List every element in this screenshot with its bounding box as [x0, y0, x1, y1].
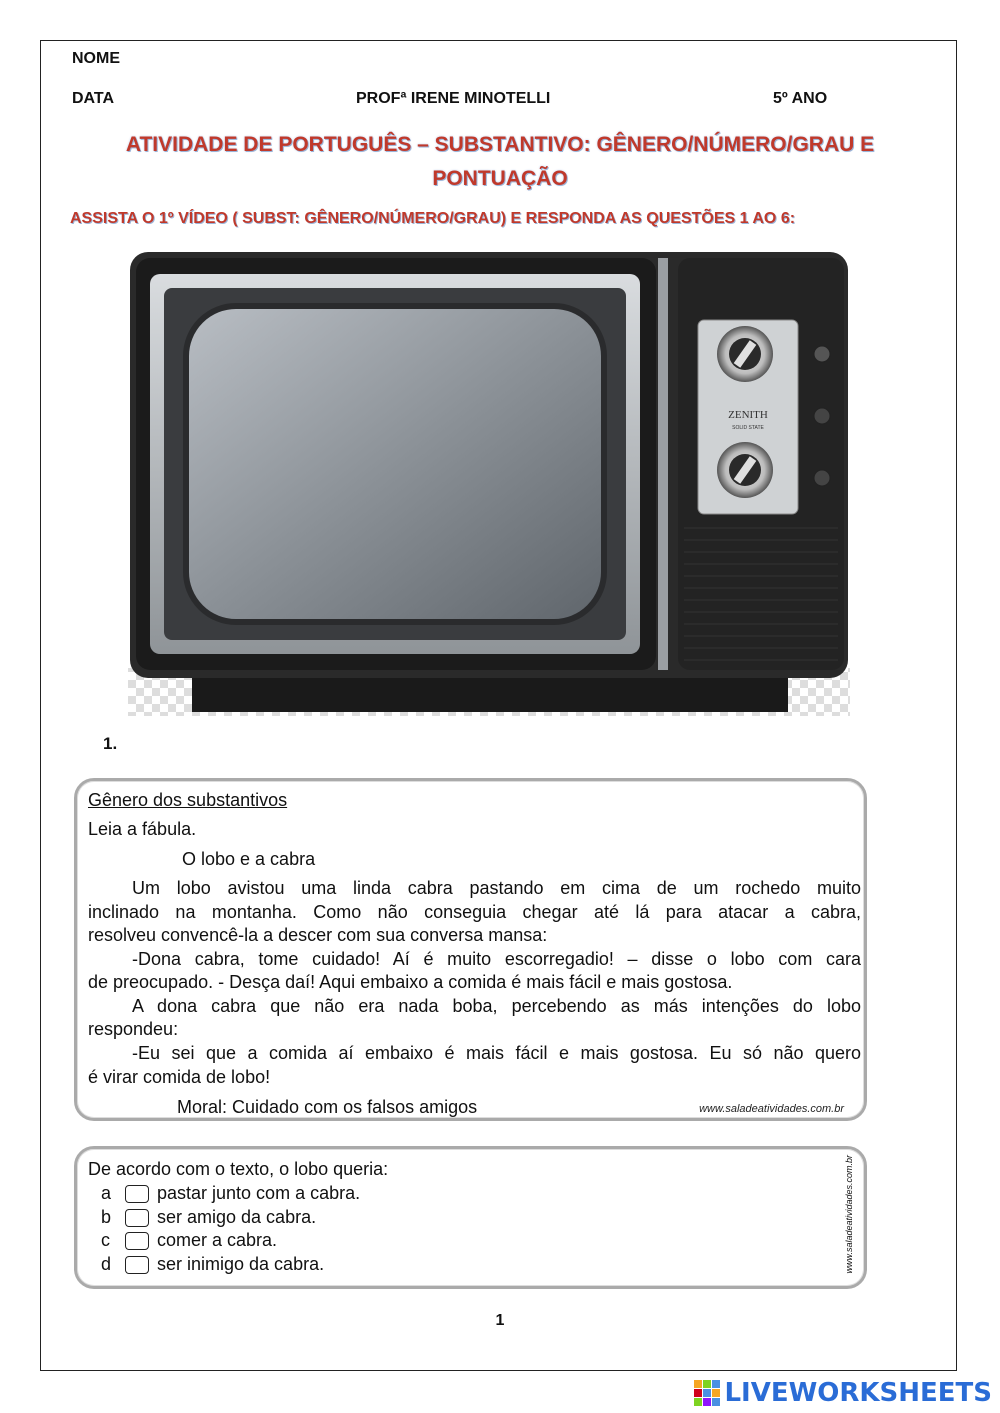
logo-text: LIVEWORKSHEETS [724, 1378, 992, 1408]
quiz-option-d [101, 1254, 324, 1275]
fable-line: respondeu: [88, 1019, 179, 1039]
fable-heading: Gênero dos substantivos [88, 790, 288, 810]
tv-illustration [128, 248, 850, 716]
question-number: 1. [103, 734, 118, 753]
teacher-label: PROFª IRENE MINOTELLI [356, 90, 551, 107]
video-instruction: ASSISTA O 1º VÍDEO ( SUBST: GÊNERO/NÚMERO/GRAU) E RESPONDA AS QUESTÕES 1 AO 6: [70, 210, 796, 227]
option-text: ser inimigo da cabra. [157, 1254, 325, 1274]
fable-title: O lobo e a cabra [182, 849, 316, 869]
liveworksheets-logo [694, 1378, 992, 1408]
fable-line: -Eu sei que a comida aí embaixo é mais fácil e mais gostosa. Eu só não quero [132, 1043, 861, 1063]
option-a-checkbox[interactable] [125, 1185, 149, 1203]
worksheet-title-line1: ATIVIDADE DE PORTUGUÊS – SUBSTANTIVO: GÊNERO/NÚMERO/GRAU E [125, 133, 875, 156]
quiz-option-a [101, 1183, 360, 1204]
fable-line: inclinado na montanha. Como não conseguia chegar até lá para atacar a cabra, [88, 902, 861, 922]
fable-line: Um lobo avistou uma linda cabra pastando em cima de um rochedo muito [132, 878, 861, 898]
fable-line: -Dona cabra, tome cuidado! Aí é muito escorregadio! – disse o lobo com cara [132, 949, 861, 969]
quiz-option-b [101, 1207, 316, 1228]
tv-subbrand: SOLID STATE [732, 425, 764, 431]
fable-line: A dona cabra que não era nada boba, percebendo as más intenções do lobo [132, 996, 861, 1016]
quiz-question: De acordo com o texto, o lobo queria: [88, 1159, 389, 1179]
option-text: pastar junto com a cabra. [157, 1183, 361, 1203]
option-b-checkbox[interactable] [125, 1209, 149, 1227]
fable-line: resolveu convencê-la a descer com sua conversa mansa: [88, 925, 548, 945]
option-c-checkbox[interactable] [125, 1232, 149, 1250]
option-letter: c [101, 1230, 110, 1250]
fable-instruction: Leia a fábula. [88, 819, 197, 839]
fable-moral: Moral: Cuidado com os falsos amigos [177, 1097, 478, 1117]
fable-line: é virar comida de lobo! [88, 1067, 271, 1087]
option-d-checkbox[interactable] [125, 1256, 149, 1274]
option-letter: a [101, 1183, 112, 1203]
option-letter: b [101, 1207, 112, 1227]
tv-brand: ZENITH [728, 409, 768, 421]
fable-box [74, 778, 867, 1121]
worksheet-title-line2: PONTUAÇÃO [432, 167, 568, 190]
fable-line: de preocupado. - Desça daí! Aqui embaixo a comida é mais fácil e mais gostosa. [88, 972, 733, 992]
option-letter: d [101, 1254, 112, 1274]
quiz-box [74, 1146, 867, 1289]
quiz-option-c [101, 1230, 277, 1251]
grade-label: 5º ANO [773, 90, 828, 107]
name-label: NOME [72, 50, 120, 67]
option-text: ser amigo da cabra. [157, 1207, 317, 1227]
fable-source: www.saladeatividades.com.br [699, 1103, 844, 1115]
option-text: comer a cabra. [157, 1230, 278, 1250]
logo-grid-icon [694, 1380, 720, 1406]
date-label: DATA [72, 90, 115, 107]
page-number: 1 [495, 1312, 505, 1329]
quiz-source: www.saladeatividades.com.br [844, 1155, 854, 1274]
